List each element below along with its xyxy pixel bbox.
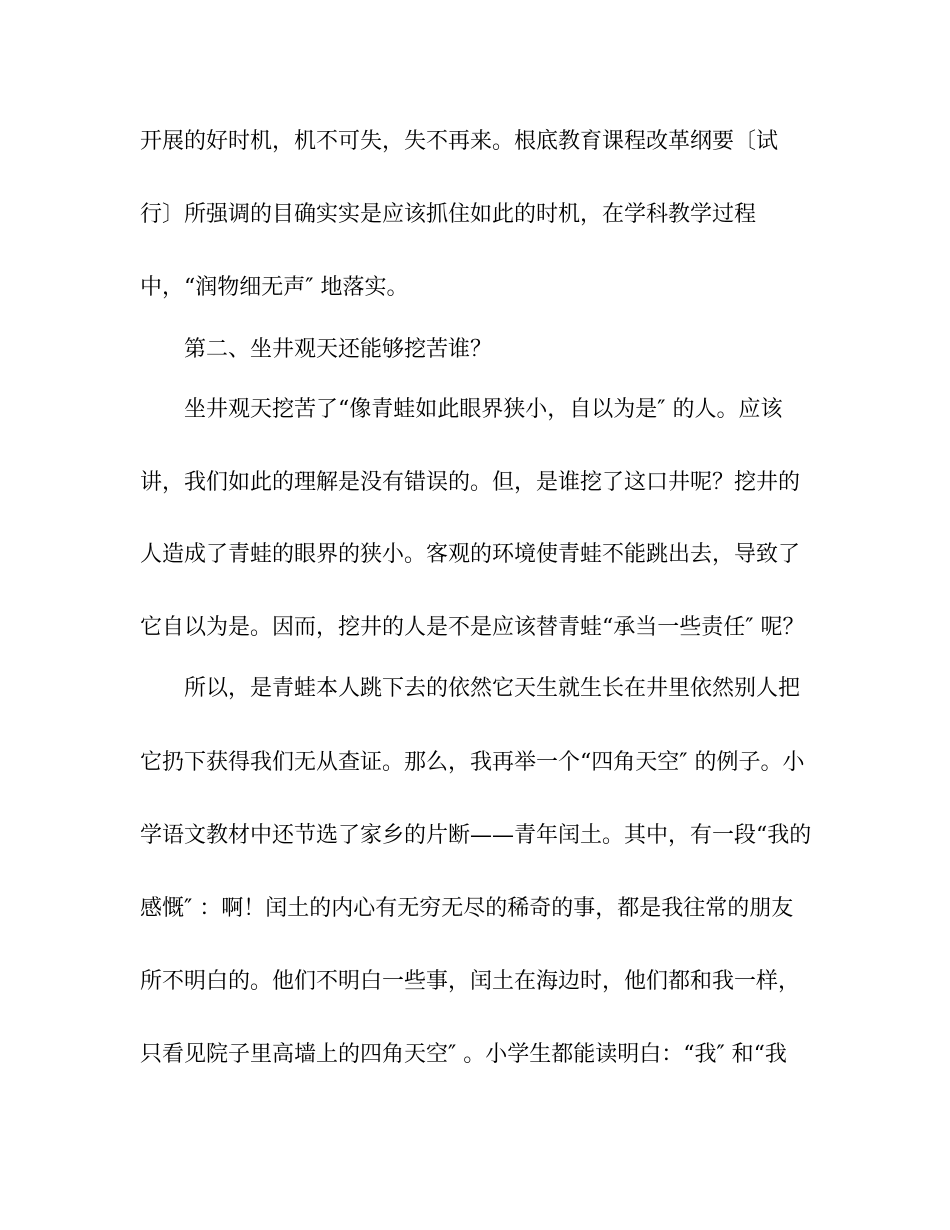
text-line: 它自以为是。因而，挖井的人是不是应该替青蛙“承当一些责任″ 呢？	[140, 615, 805, 640]
text-line: 讲，我们如此的理解是没有错误的。但，是谁挖了这口井呢？挖井的	[140, 470, 801, 495]
text-line: 开展的好时机，机不可失，失不再来。根底教育课程改革纲要〔试	[140, 129, 779, 154]
text-line: 人造成了青蛙的眼界的狭小。客观的环境使青蛙不能跳出去，导致了	[140, 542, 801, 567]
text-line: 中，“润物细无声″ 地落实。	[140, 275, 409, 300]
text-line: 它扔下获得我们无从查证。那么，我再举一个“四角天空″ 的例子。小	[140, 750, 805, 775]
text-line: 只看见院子里高墙上的四角天空″ 。小学生都能读明白：“我″ 和“我	[140, 1042, 787, 1067]
text-line: 感慨″ ：啊！闰土的内心有无穷无尽的稀奇的事，都是我往常的朋友	[140, 896, 794, 921]
text-line: 所以，是青蛙本人跳下去的依然它天生就生长在井里依然别人把	[184, 676, 801, 701]
section-heading: 第二、坐井观天还能够挖苦谁？	[184, 337, 493, 362]
text-line: 坐井观天挖苦了“像青蛙如此眼界狭小，自以为是″ 的人。应该	[184, 397, 783, 422]
text-line: 行〕所强调的目确实实是应该抓住如此的时机，在学科教学过程	[140, 202, 757, 227]
text-line: 学语文教材中还节选了家乡的片断——青年闰土。其中，有一段“我的	[140, 823, 812, 848]
text-line: 所不明白的。他们不明白一些事，闰土在海边时，他们都和我一样，	[140, 969, 801, 994]
